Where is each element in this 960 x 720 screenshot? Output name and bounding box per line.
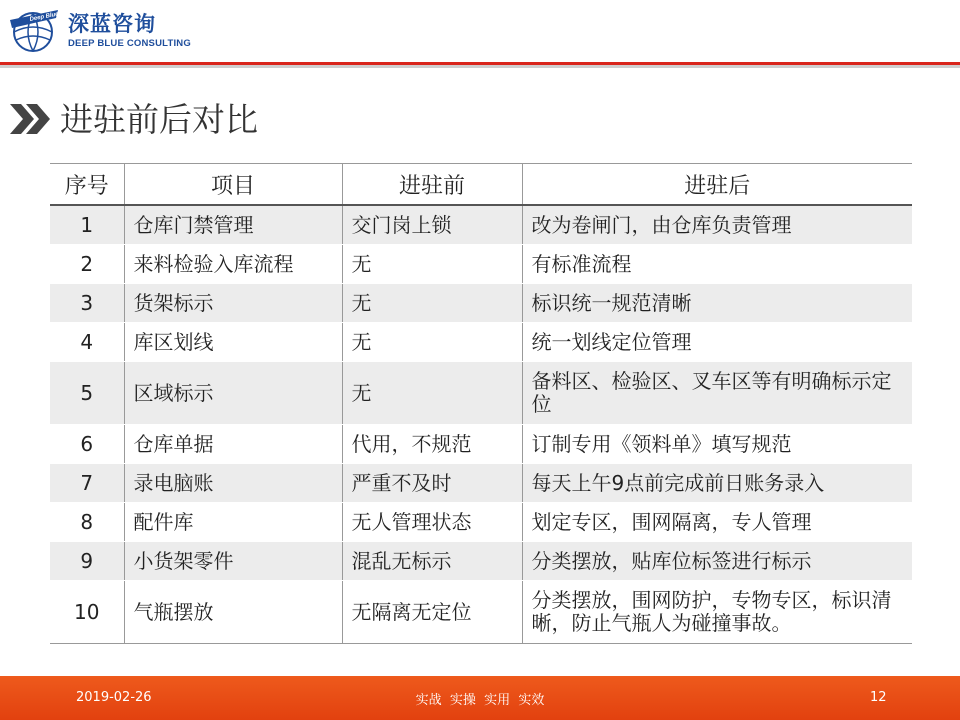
cell-before: 无 <box>342 362 522 425</box>
comparison-table <box>50 163 912 644</box>
cell-before: 无隔离无定位 <box>342 581 522 644</box>
cell-after: 划定专区，围网隔离，专人管理 <box>522 503 912 542</box>
footer-bar <box>0 676 960 720</box>
cell-no: 8 <box>50 503 124 542</box>
cell-after: 每天上午9点前完成前日账务录入 <box>522 464 912 503</box>
cell-no: 5 <box>50 362 124 425</box>
header-item: 项目 <box>124 164 342 206</box>
table-row <box>50 464 912 503</box>
cell-item: 配件库 <box>124 503 342 542</box>
table-row <box>50 284 912 323</box>
cell-after: 备料区、检验区、叉车区等有明确标示定位 <box>522 362 912 425</box>
cell-item: 库区划线 <box>124 323 342 362</box>
header-no: 序号 <box>50 164 124 206</box>
cell-no: 3 <box>50 284 124 323</box>
cell-item: 货架标示 <box>124 284 342 323</box>
svg-text:Deep Blue: Deep Blue <box>29 11 60 23</box>
cell-no: 10 <box>50 581 124 644</box>
cell-after: 分类摆放，贴库位标签进行标示 <box>522 542 912 581</box>
cell-before: 无 <box>342 284 522 323</box>
cell-before: 无 <box>342 245 522 284</box>
table-row <box>50 542 912 581</box>
cell-no: 6 <box>50 425 124 464</box>
cell-after: 分类摆放，围网防护，专物专区，标识清晰，防止气瓶人为碰撞事故。 <box>522 581 912 644</box>
page-number: 12 <box>870 690 887 705</box>
cell-before: 交门岗上锁 <box>342 205 522 245</box>
cell-after: 改为卷闸门，由仓库负责管理 <box>522 205 912 245</box>
cell-item: 来料检验入库流程 <box>124 245 342 284</box>
table-row <box>50 362 912 425</box>
page-title: 进驻前后对比 <box>60 100 258 139</box>
brand-name-cn: 深蓝咨询 <box>68 12 156 36</box>
footer-date: 2019-02-26 <box>76 690 152 705</box>
globe-logo-icon <box>6 6 62 54</box>
table-row <box>50 205 912 245</box>
cell-item: 小货架零件 <box>124 542 342 581</box>
header-after: 进驻后 <box>522 164 912 206</box>
table-row <box>50 425 912 464</box>
cell-after: 订制专用《领料单》填写规范 <box>522 425 912 464</box>
cell-no: 1 <box>50 205 124 245</box>
double-chevron-right-icon <box>8 102 52 136</box>
cell-before: 严重不及时 <box>342 464 522 503</box>
cell-item: 气瓶摆放 <box>124 581 342 644</box>
cell-no: 4 <box>50 323 124 362</box>
cell-before: 无人管理状态 <box>342 503 522 542</box>
cell-item: 区域标示 <box>124 362 342 425</box>
header-before: 进驻前 <box>342 164 522 206</box>
table-header-row <box>50 164 912 206</box>
footer-slogan: 实战 实操 实用 实效 <box>415 693 545 708</box>
table-row <box>50 503 912 542</box>
cell-after: 统一划线定位管理 <box>522 323 912 362</box>
cell-no: 2 <box>50 245 124 284</box>
brand-logo <box>6 4 191 56</box>
table-row <box>50 323 912 362</box>
header-divider <box>0 62 960 68</box>
table-row <box>50 245 912 284</box>
cell-before: 混乱无标示 <box>342 542 522 581</box>
brand-name-en: DEEP BLUE CONSULTING <box>68 38 191 49</box>
cell-before: 无 <box>342 323 522 362</box>
cell-item: 仓库门禁管理 <box>124 205 342 245</box>
table-row <box>50 581 912 644</box>
cell-no: 9 <box>50 542 124 581</box>
cell-after: 有标准流程 <box>522 245 912 284</box>
cell-after: 标识统一规范清晰 <box>522 284 912 323</box>
cell-before: 代用，不规范 <box>342 425 522 464</box>
cell-item: 仓库单据 <box>124 425 342 464</box>
cell-item: 录电脑账 <box>124 464 342 503</box>
cell-no: 7 <box>50 464 124 503</box>
